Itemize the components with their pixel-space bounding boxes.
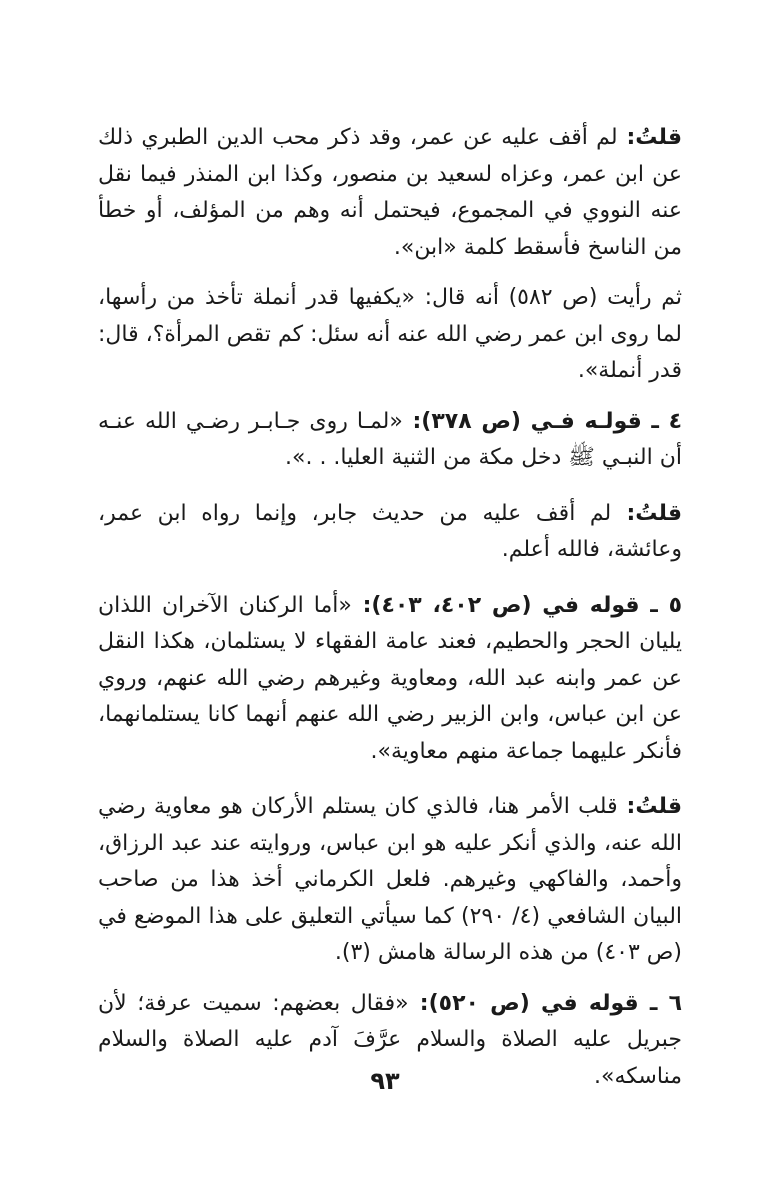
paragraph-label: ٦ ـ قوله في (ص ٥٢٠): [408,990,682,1016]
paragraph-label: ٤ ـ قولـه فـي (ص ٣٧٨): [402,408,683,434]
paragraph-text: لم أقف عليه من حديث جابر، وإنما رواه ابن عمر، وعائشة، فالله أعلم. [98,500,682,562]
paragraph-then-i-saw [98,280,682,390]
paragraph-text: «لمـا روى جـابـر رضـي الله عنـه أن النبـي ﷺ دخل مكة من الثنية العليا. . .». [98,408,682,470]
page-number: ٩٣ [370,1067,400,1095]
paragraph-label: قلتُ: [617,125,682,150]
paragraph-label: قلتُ: [617,794,682,819]
paragraph-note-2 [98,496,682,569]
paragraph-label: قلتُ: [611,500,682,526]
paragraph-text: «فقال بعضهم: سميت عرفة؛ لأن جبريل عليه الصلاة والسلام عرَّفَ آدم عليه الصلاة والسلام مناسكه». [98,990,682,1089]
paragraph-label: ٥ ـ قوله في (ص ٤٠٢، ٤٠٣): [351,592,682,618]
paragraph-text: «أما الركنان الآخران اللذان يليان الحجر والحطيم، فعند عامة الفقهاء لا يستلمان، هكذا النقل عن عمر وابنه عبد الله، ومعاوية وغيرهم رضي الله عنهم، وروي عن ابن عباس، وابن الزبير رضي الله عنهم أنهما كانا يستلمانهما، فأنكر عليهما جماعة منهم معاوية». [98,592,682,764]
paragraph-text: لم أقف عليه عن عمر، وقد ذكر محب الدين الطبري ذلك عن ابن عمر، وعزاه لسعيد بن منصور، وكذا ابن المنذر فيما نقل عنه النووي في المجموع، فيحتمل أنه وهم من المؤلف، أو خطأ من الناسخ فأسقط كلمة «ابن». [98,125,682,260]
page-body [98,120,682,1095]
paragraph-text: ثم رأيت (ص ٥٨٢) أنه قال: «يكفيها قدر أنملة تأخذ من رأسها، لما روى ابن عمر رضي الله عنه أنه سئل: كم تقص المرأة؟، قال: قدر أنملة». [98,285,683,383]
paragraph-note-1 [98,120,682,266]
paragraph-item-4 [98,404,682,477]
paragraph-text: قلب الأمر هنا، فالذي كان يستلم الأركان هو معاوية رضي الله عنه، والذي أنكر عليه هو ابن عباس، وروايته عند عبد الرزاق، وأحمد، والفاكهي وغيرهم. فلعل الكرماني أخذ هذا من صاحب البيان الشافعي (٤/ ٢٩٠) كما سيأتي التعليق على هذا الموضع في (ص ٤٠٣) من هذه الرسالة هامش (٣). [98,794,683,965]
paragraph-item-5 [98,588,682,771]
paragraph-note-3 [98,789,682,972]
